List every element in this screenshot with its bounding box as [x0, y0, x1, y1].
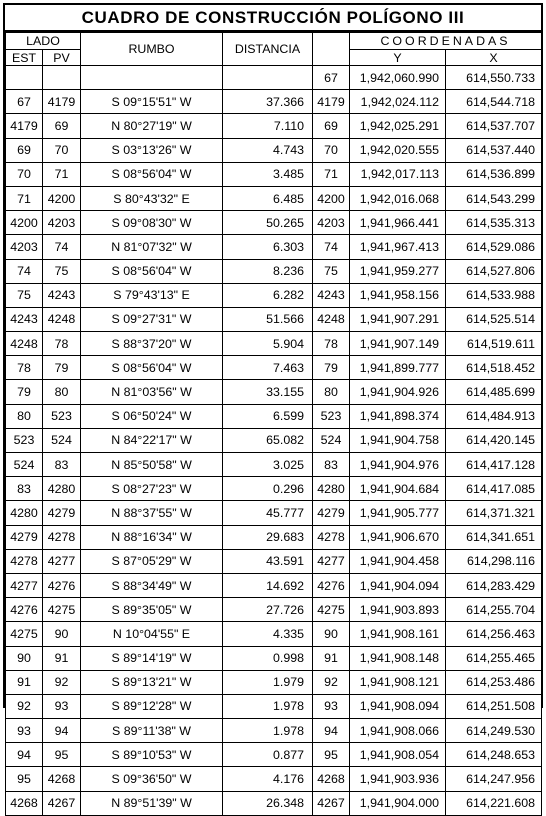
cell-est: 83: [6, 477, 43, 501]
cell-distancia: 4.743: [223, 138, 313, 162]
cell-coord-x: 614,255.704: [446, 598, 542, 622]
cell-distancia: 0.877: [223, 743, 313, 767]
cell-pv: 70: [43, 138, 81, 162]
cell-distancia: 7.110: [223, 114, 313, 138]
cell-coord-x: 614,417.085: [446, 477, 542, 501]
cell-distancia: 50.265: [223, 211, 313, 235]
cell-rumbo: N 81°03'56" W: [81, 380, 223, 404]
cell-rumbo: S 89°13'21" W: [81, 670, 223, 694]
cell-vertice: 4280: [313, 477, 350, 501]
cell-rumbo: S 09°08'30" W: [81, 211, 223, 235]
cell-rumbo: S 03°13'26" W: [81, 138, 223, 162]
table-row: [6, 549, 542, 573]
cell-rumbo: S 80°43'32" E: [81, 186, 223, 210]
cell-pv: 4267: [43, 791, 81, 815]
cell-coord-x: 614,253.486: [446, 670, 542, 694]
cell-coord-y: 1,941,905.777: [350, 501, 446, 525]
cell-pv: 4277: [43, 549, 81, 573]
cell-coord-y: 1,941,904.094: [350, 573, 446, 597]
cell-coord-y: 1,942,016.068: [350, 186, 446, 210]
table-title: CUADRO DE CONSTRUCCIÓN POLÍGONO III: [5, 5, 541, 32]
cell-vertice: 67: [313, 66, 350, 90]
cell-rumbo: N 88°16'34" W: [81, 525, 223, 549]
cell-vertice: 523: [313, 404, 350, 428]
cell-rumbo: S 89°12'28" W: [81, 694, 223, 718]
cell-pv: 95: [43, 743, 81, 767]
cell-vertice: 95: [313, 743, 350, 767]
cell-coord-y: 1,942,017.113: [350, 162, 446, 186]
cell-distancia: 8.236: [223, 259, 313, 283]
cell-distancia: 1.979: [223, 670, 313, 694]
cell-est: 94: [6, 743, 43, 767]
cell-coord-y: 1,941,908.148: [350, 646, 446, 670]
cell-vertice: 69: [313, 114, 350, 138]
cell-rumbo: S 09°27'31" W: [81, 307, 223, 331]
cell-coord-x: 614,248.653: [446, 743, 542, 767]
cell-pv: 94: [43, 719, 81, 743]
cell-pv: 4268: [43, 767, 81, 791]
table-row: [6, 694, 542, 718]
cell-vertice: 80: [313, 380, 350, 404]
cell-coord-x: 614,525.514: [446, 307, 542, 331]
cell-pv: 75: [43, 259, 81, 283]
cell-rumbo: S 09°15'51" W: [81, 90, 223, 114]
cell-distancia: 33.155: [223, 380, 313, 404]
cell-coord-x: 614,484.913: [446, 404, 542, 428]
cell-est: 4276: [6, 598, 43, 622]
cell-pv: 4275: [43, 598, 81, 622]
cell-vertice: 4243: [313, 283, 350, 307]
cell-distancia: 26.348: [223, 791, 313, 815]
cell-coord-x: 614,420.145: [446, 428, 542, 452]
cell-coord-x: 614,247.956: [446, 767, 542, 791]
cell-coord-x: 614,255.465: [446, 646, 542, 670]
cell-coord-y: 1,941,908.094: [350, 694, 446, 718]
cell-rumbo: [81, 66, 223, 90]
cell-est: 80: [6, 404, 43, 428]
cell-coord-x: 614,535.313: [446, 211, 542, 235]
header-y: Y: [350, 50, 446, 66]
cell-coord-x: 614,519.611: [446, 332, 542, 356]
cell-coord-y: 1,942,060.990: [350, 66, 446, 90]
cell-coord-x: 614,529.086: [446, 235, 542, 259]
cell-est: 523: [6, 428, 43, 452]
table-row: [6, 791, 542, 815]
cell-vertice: 91: [313, 646, 350, 670]
cell-distancia: 1.978: [223, 719, 313, 743]
cell-coord-y: 1,941,904.758: [350, 428, 446, 452]
cell-coord-y: 1,941,899.777: [350, 356, 446, 380]
cell-pv: 4276: [43, 573, 81, 597]
cell-distancia: 6.282: [223, 283, 313, 307]
cell-coord-y: 1,941,908.121: [350, 670, 446, 694]
cell-distancia: 3.025: [223, 453, 313, 477]
construction-table: [5, 32, 542, 816]
cell-est: 4278: [6, 549, 43, 573]
cell-pv: 4278: [43, 525, 81, 549]
cell-pv: 4203: [43, 211, 81, 235]
cell-vertice: 92: [313, 670, 350, 694]
header-rumbo: RUMBO: [81, 33, 223, 66]
cell-distancia: 4.335: [223, 622, 313, 646]
cell-est: 70: [6, 162, 43, 186]
cell-est: 90: [6, 646, 43, 670]
cell-est: 69: [6, 138, 43, 162]
cell-pv: 83: [43, 453, 81, 477]
cell-pv: 80: [43, 380, 81, 404]
cell-rumbo: N 84°22'17" W: [81, 428, 223, 452]
cell-distancia: 14.692: [223, 573, 313, 597]
cell-est: 79: [6, 380, 43, 404]
table-row: [6, 332, 542, 356]
cell-rumbo: S 06°50'24" W: [81, 404, 223, 428]
cell-rumbo: S 89°14'19" W: [81, 646, 223, 670]
cell-coord-x: 614,550.733: [446, 66, 542, 90]
cell-pv: 524: [43, 428, 81, 452]
cell-est: 4275: [6, 622, 43, 646]
cell-rumbo: N 88°37'55" W: [81, 501, 223, 525]
header-pv: PV: [43, 50, 81, 66]
table-body: [6, 66, 542, 816]
cell-distancia: 7.463: [223, 356, 313, 380]
cell-distancia: 5.904: [223, 332, 313, 356]
cell-coord-y: 1,941,908.054: [350, 743, 446, 767]
cell-pv: [43, 66, 81, 90]
cell-coord-x: 614,518.452: [446, 356, 542, 380]
cell-distancia: 65.082: [223, 428, 313, 452]
cell-coord-y: 1,941,904.976: [350, 453, 446, 477]
cell-est: 524: [6, 453, 43, 477]
cell-est: 74: [6, 259, 43, 283]
cell-pv: 4200: [43, 186, 81, 210]
cell-distancia: 37.366: [223, 90, 313, 114]
cell-est: [6, 66, 43, 90]
cell-coord-x: 614,533.988: [446, 283, 542, 307]
table-row: [6, 186, 542, 210]
table-row: [6, 743, 542, 767]
header-coordenadas: COORDENADAS: [350, 33, 542, 50]
cell-coord-x: 614,283.429: [446, 573, 542, 597]
cell-pv: 90: [43, 622, 81, 646]
table-row: [6, 138, 542, 162]
cell-rumbo: S 08°56'04" W: [81, 356, 223, 380]
cell-pv: 4280: [43, 477, 81, 501]
table-row: [6, 501, 542, 525]
cell-distancia: 0.296: [223, 477, 313, 501]
table-row: [6, 767, 542, 791]
table-row: [6, 235, 542, 259]
cell-vertice: 4277: [313, 549, 350, 573]
cell-coord-y: 1,942,020.555: [350, 138, 446, 162]
cell-coord-y: 1,941,907.291: [350, 307, 446, 331]
header-x: X: [446, 50, 542, 66]
cell-est: 4268: [6, 791, 43, 815]
cell-est: 4280: [6, 501, 43, 525]
cell-vertice: 4200: [313, 186, 350, 210]
cell-est: 4179: [6, 114, 43, 138]
cell-vertice: 4179: [313, 90, 350, 114]
cell-coord-y: 1,941,904.000: [350, 791, 446, 815]
cell-vertice: 83: [313, 453, 350, 477]
cell-rumbo: S 87°05'29" W: [81, 549, 223, 573]
table-row: [6, 719, 542, 743]
table-row: [6, 598, 542, 622]
cell-rumbo: S 08°27'23" W: [81, 477, 223, 501]
cell-est: 91: [6, 670, 43, 694]
cell-coord-y: 1,941,904.458: [350, 549, 446, 573]
cell-est: 4279: [6, 525, 43, 549]
cell-rumbo: N 10°04'55" E: [81, 622, 223, 646]
table-row: [6, 307, 542, 331]
cell-pv: 4248: [43, 307, 81, 331]
cell-coord-x: 614,544.718: [446, 90, 542, 114]
cell-est: 78: [6, 356, 43, 380]
cell-coord-x: 614,371.321: [446, 501, 542, 525]
cell-vertice: 4248: [313, 307, 350, 331]
cell-rumbo: S 08°56'04" W: [81, 259, 223, 283]
cell-coord-y: 1,941,959.277: [350, 259, 446, 283]
cell-pv: 69: [43, 114, 81, 138]
cell-distancia: [223, 66, 313, 90]
cell-pv: 79: [43, 356, 81, 380]
cell-rumbo: S 88°37'20" W: [81, 332, 223, 356]
cell-coord-x: 614,485.699: [446, 380, 542, 404]
cell-coord-y: 1,941,906.670: [350, 525, 446, 549]
table-row: [6, 404, 542, 428]
cell-vertice: 74: [313, 235, 350, 259]
cell-coord-x: 614,543.299: [446, 186, 542, 210]
cell-pv: 74: [43, 235, 81, 259]
cell-distancia: 6.599: [223, 404, 313, 428]
header-est: EST: [6, 50, 43, 66]
header-lado: LADO: [6, 33, 81, 50]
cell-rumbo: S 09°36'50" W: [81, 767, 223, 791]
cell-rumbo: N 81°07'32" W: [81, 235, 223, 259]
cell-vertice: 4278: [313, 525, 350, 549]
cell-coord-x: 614,527.806: [446, 259, 542, 283]
cell-pv: 523: [43, 404, 81, 428]
cell-est: 4203: [6, 235, 43, 259]
cell-vertice: 4203: [313, 211, 350, 235]
cell-coord-x: 614,537.707: [446, 114, 542, 138]
table-row: [6, 162, 542, 186]
table-row: [6, 259, 542, 283]
cell-distancia: 51.566: [223, 307, 313, 331]
cell-coord-y: 1,941,908.161: [350, 622, 446, 646]
cell-coord-y: 1,941,966.441: [350, 211, 446, 235]
cell-coord-y: 1,941,904.684: [350, 477, 446, 501]
table-row: [6, 646, 542, 670]
cell-est: 93: [6, 719, 43, 743]
cell-coord-x: 614,221.608: [446, 791, 542, 815]
table-row: [6, 428, 542, 452]
cell-coord-x: 614,249.530: [446, 719, 542, 743]
cell-coord-x: 614,256.463: [446, 622, 542, 646]
cell-rumbo: S 79°43'13" E: [81, 283, 223, 307]
table-row: [6, 283, 542, 307]
table-row: [6, 211, 542, 235]
cell-coord-y: 1,941,907.149: [350, 332, 446, 356]
cell-vertice: 70: [313, 138, 350, 162]
cell-coord-x: 614,536.899: [446, 162, 542, 186]
cell-distancia: 6.303: [223, 235, 313, 259]
cell-coord-x: 614,298.116: [446, 549, 542, 573]
cell-rumbo: S 08°56'04" W: [81, 162, 223, 186]
cell-coord-x: 614,341.651: [446, 525, 542, 549]
cell-distancia: 27.726: [223, 598, 313, 622]
table-row: [6, 114, 542, 138]
cell-pv: 4179: [43, 90, 81, 114]
cell-est: 4277: [6, 573, 43, 597]
cell-est: 67: [6, 90, 43, 114]
cell-vertice: 4275: [313, 598, 350, 622]
cell-distancia: 4.176: [223, 767, 313, 791]
cell-vertice: 75: [313, 259, 350, 283]
cell-vertice: 79: [313, 356, 350, 380]
cell-pv: 78: [43, 332, 81, 356]
table-row: [6, 477, 542, 501]
cell-coord-x: 614,251.508: [446, 694, 542, 718]
table-row: [6, 380, 542, 404]
cell-pv: 4279: [43, 501, 81, 525]
cell-coord-y: 1,941,967.413: [350, 235, 446, 259]
construction-table-sheet: [3, 3, 543, 811]
cell-pv: 71: [43, 162, 81, 186]
cell-vertice: 524: [313, 428, 350, 452]
cell-est: 4243: [6, 307, 43, 331]
cell-coord-x: 614,537.440: [446, 138, 542, 162]
cell-distancia: 6.485: [223, 186, 313, 210]
cell-rumbo: N 85°50'58" W: [81, 453, 223, 477]
table-row: [6, 356, 542, 380]
cell-vertice: 4279: [313, 501, 350, 525]
table-row: [6, 453, 542, 477]
cell-pv: 91: [43, 646, 81, 670]
cell-est: 71: [6, 186, 43, 210]
cell-distancia: 1.978: [223, 694, 313, 718]
cell-distancia: 45.777: [223, 501, 313, 525]
cell-distancia: 3.485: [223, 162, 313, 186]
cell-vertice: 71: [313, 162, 350, 186]
cell-est: 75: [6, 283, 43, 307]
cell-coord-y: 1,941,908.066: [350, 719, 446, 743]
table-row: [6, 90, 542, 114]
cell-vertice: 4268: [313, 767, 350, 791]
table-row: [6, 573, 542, 597]
cell-rumbo: S 89°11'38" W: [81, 719, 223, 743]
cell-est: 4248: [6, 332, 43, 356]
cell-coord-y: 1,941,898.374: [350, 404, 446, 428]
cell-distancia: 43.591: [223, 549, 313, 573]
cell-rumbo: N 80°27'19" W: [81, 114, 223, 138]
cell-pv: 92: [43, 670, 81, 694]
cell-vertice: 93: [313, 694, 350, 718]
cell-distancia: 0.998: [223, 646, 313, 670]
cell-est: 4200: [6, 211, 43, 235]
cell-coord-y: 1,942,025.291: [350, 114, 446, 138]
cell-coord-y: 1,941,903.893: [350, 598, 446, 622]
cell-rumbo: N 89°51'39" W: [81, 791, 223, 815]
cell-coord-y: 1,941,903.936: [350, 767, 446, 791]
cell-rumbo: S 89°35'05" W: [81, 598, 223, 622]
cell-coord-y: 1,941,958.156: [350, 283, 446, 307]
table-row: [6, 670, 542, 694]
table-row: [6, 622, 542, 646]
cell-est: 92: [6, 694, 43, 718]
cell-vertice: 78: [313, 332, 350, 356]
header-vertice: [313, 33, 350, 66]
cell-rumbo: S 88°34'49" W: [81, 573, 223, 597]
cell-rumbo: S 89°10'53" W: [81, 743, 223, 767]
cell-coord-y: 1,941,904.926: [350, 380, 446, 404]
cell-pv: 93: [43, 694, 81, 718]
cell-vertice: 94: [313, 719, 350, 743]
table-row: [6, 525, 542, 549]
cell-vertice: 4276: [313, 573, 350, 597]
cell-coord-x: 614,417.128: [446, 453, 542, 477]
cell-est: 95: [6, 767, 43, 791]
cell-vertice: 90: [313, 622, 350, 646]
cell-pv: 4243: [43, 283, 81, 307]
table-header: [6, 33, 542, 66]
cell-vertice: 4267: [313, 791, 350, 815]
cell-coord-y: 1,942,024.112: [350, 90, 446, 114]
header-distancia: DISTANCIA: [223, 33, 313, 66]
cell-distancia: 29.683: [223, 525, 313, 549]
table-row: [6, 66, 542, 90]
